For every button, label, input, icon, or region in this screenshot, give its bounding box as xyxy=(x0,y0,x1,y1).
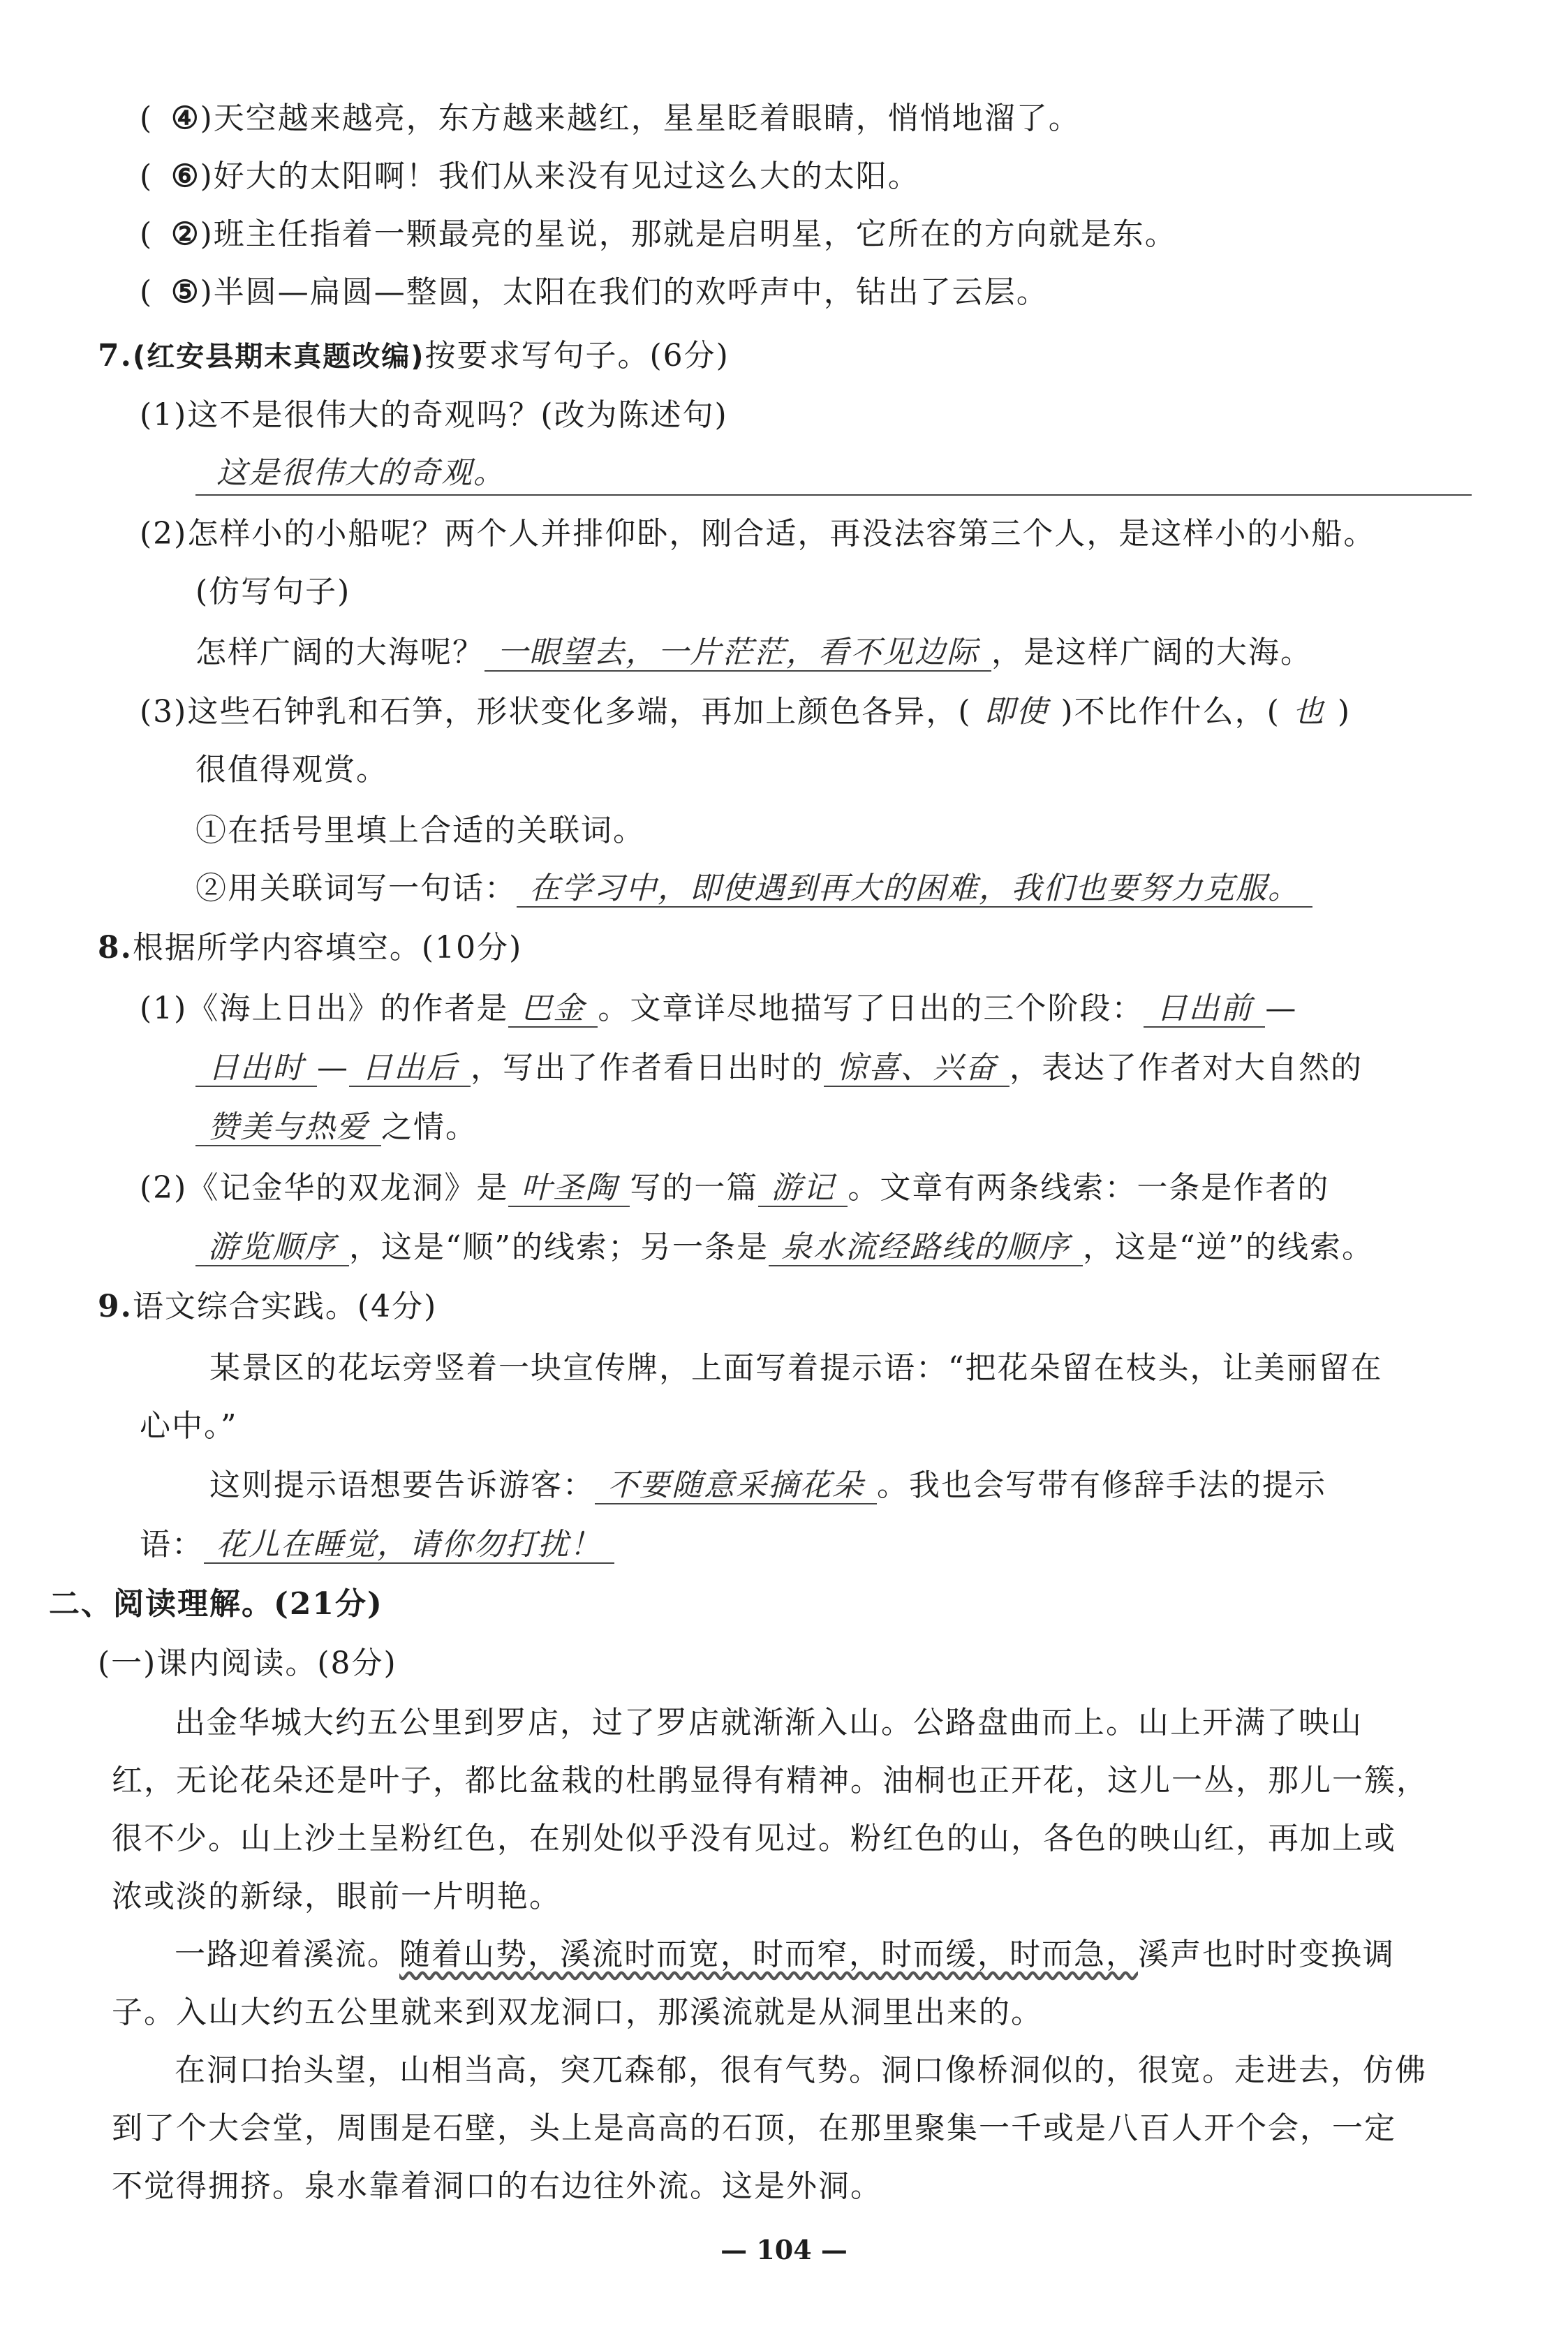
q7-answer-4: 在学习中，即使遇到再大的困难，我们也要努力克服。 xyxy=(517,871,1312,908)
q7-subtask-1: ①在括号里填上合适的关联词。 xyxy=(195,813,645,848)
imitation-prefix: 怎样广阔的大海呢？ xyxy=(195,635,485,670)
order-item: ( ②)班主任指着一颗最亮的星说，那就是启明星，它所在的方向就是东。 xyxy=(140,216,1177,252)
q7-answer-1: 这是很伟大的奇观。 xyxy=(195,452,1472,496)
q8-line-5: 游览顺序 ，这是“顺”的线索；另一条是 泉水流经路线的顺序 ，这是“逆”的线索。 xyxy=(195,1227,1374,1269)
reading-line: 到了个大会堂，周围是石壁，头上是高高的石顶，在那里聚集一千或是八百人开个会，一定 xyxy=(112,2110,1396,2146)
q8-line-3: 赞美与热爱 之情。 xyxy=(195,1107,478,1148)
question-number: 8. xyxy=(98,930,133,966)
question-8-heading xyxy=(98,927,522,969)
q8-answer-stage-2: 日出时 xyxy=(195,1050,317,1087)
q7-answer-2: 一眼望去，一片茫茫，看不见边际 xyxy=(485,635,991,672)
question-title: 语文综合实践。(4分) xyxy=(132,1289,438,1324)
order-item: ( ⑥)好大的太阳啊！我们从来没有见过这么大的太阳。 xyxy=(140,158,920,194)
question-title: 按要求写句子。(6分) xyxy=(424,338,730,373)
q8-answer-clue-2: 泉水流经路线的顺序 xyxy=(769,1229,1083,1266)
q7-prompt-1: (1)这不是很伟大的奇观吗？(改为陈述句) xyxy=(140,397,728,433)
prompt-3-middle: )不比作什么，( xyxy=(1060,694,1280,730)
question-number: 9. xyxy=(98,1289,133,1324)
q7-imitation-line xyxy=(195,632,1312,674)
reading-line: 不觉得拥挤。泉水靠着洞口的右边往外流。这是外洞。 xyxy=(112,2168,882,2204)
reading-line: 红，无论花朵还是叶子，都比盆栽的杜鹃显得有精神。油桐也正开花，这儿一丛，那儿一簇， xyxy=(112,1763,1428,1798)
q8-answer-stage-3: 日出后 xyxy=(349,1050,471,1087)
question-7-heading xyxy=(98,335,730,378)
q9-paragraph-3: 语： 花儿在睡觉，请你勿打扰！ xyxy=(140,1524,614,1566)
order-text: )好大的太阳啊！我们从来没有见过这么大的太阳。 xyxy=(200,158,920,194)
order-text: )半圆—扁圆—整圆，太阳在我们的欢呼声中，钻出了云层。 xyxy=(200,274,1049,310)
reading-line: 在洞口抬头望，山相当高，突兀森郁，很有气势。洞口像桥洞似的，很宽。走进去，仿佛 xyxy=(175,2053,1427,2088)
prompt-3-suffix: ) xyxy=(1337,694,1352,730)
order-number: ⑥ xyxy=(171,158,200,194)
q8-answer-clue-1: 游览顺序 xyxy=(195,1229,349,1266)
q7-answer-1-line xyxy=(195,452,1472,496)
order-number: ④ xyxy=(171,101,200,136)
q9-paragraph-2: 这则提示语想要告诉游客： 不要随意采摘花朵 。我也会写带有修辞手法的提示 xyxy=(209,1467,1326,1503)
section-2-subtitle: (一)课内阅读。(8分) xyxy=(98,1645,397,1681)
q9-answer-1: 不要随意采摘花朵 xyxy=(595,1467,877,1504)
question-source: (红安县期末真题改编) xyxy=(132,341,425,373)
reading-line: 一路迎着溪流。随着山势，溪流时而宽，时而窄，时而缓，时而急，溪声也时时变换调 xyxy=(175,1937,1395,1972)
page-number: — 104 — xyxy=(720,2234,848,2265)
order-text: )班主任指着一颗最亮的星说，那就是启明星，它所在的方向就是东。 xyxy=(200,216,1177,252)
q8-line-1: (1)《海上日出》的作者是 巴金 。文章详尽地描写了日出的三个阶段： 日出前 — xyxy=(140,991,1298,1026)
q9-paragraph-1-cont: 心中。” xyxy=(140,1408,238,1444)
q9-answer-2: 花儿在睡觉，请你勿打扰！ xyxy=(204,1527,614,1564)
order-item: ( ④)天空越来越亮，东方越来越红，星星眨着眼睛，悄悄地溜了。 xyxy=(140,101,1081,136)
section-2-title: 二、阅读理解。(21分) xyxy=(49,1586,383,1622)
q8-line-2: 日出时 — 日出后 ，写出了作者看日出时的 惊喜、兴奋 ，表达了作者对大自然的 xyxy=(195,1047,1363,1089)
subtask-2-prefix: ②用关联词写一句话： xyxy=(195,871,517,906)
q8-answer-author: 巴金 xyxy=(508,991,598,1028)
prompt-3-prefix: (3)这些石钟乳和石笋，形状变化多端，再加上颜色各异，( xyxy=(140,694,972,730)
imitation-suffix: ，是这样广阔的大海。 xyxy=(991,635,1312,670)
q7-prompt-3 xyxy=(140,691,1351,733)
q8-answer-writer: 叶圣陶 xyxy=(508,1170,630,1207)
q7-answer-3a: 即使 xyxy=(984,694,1049,730)
question-9-heading xyxy=(98,1286,437,1328)
q8-answer-genre: 游记 xyxy=(758,1170,848,1207)
q7-subtask-2 xyxy=(195,868,1312,910)
wavy-underlined-sentence: 随着山势，溪流时而宽，时而窄，时而缓，时而急， xyxy=(399,1937,1138,1972)
order-number: ② xyxy=(171,216,200,252)
q7-prompt-3-cont: 很值得观赏。 xyxy=(195,752,388,787)
q7-prompt-2-note: (仿写句子) xyxy=(195,574,351,609)
order-item: ( ⑤)半圆—扁圆—整圆，太阳在我们的欢呼声中，钻出了云层。 xyxy=(140,274,1049,310)
question-title: 根据所学内容填空。(10分) xyxy=(132,930,523,966)
reading-line: 浓或淡的新绿，眼前一片明艳。 xyxy=(112,1879,561,1914)
order-number: ⑤ xyxy=(171,274,200,310)
reading-line: 子。入山大约五公里就来到双龙洞口，那溪流就是从洞里出来的。 xyxy=(112,1995,1043,2030)
q8-answer-stage-1: 日出前 xyxy=(1144,991,1265,1028)
q8-answer-emotion: 赞美与热爱 xyxy=(195,1109,381,1146)
q7-prompt-2: (2)怎样小的小船呢？两个人并排仰卧，刚合适，再没法容第三个人，是这样小的小船。 xyxy=(140,516,1376,552)
q8-answer-feeling: 惊喜、兴奋 xyxy=(824,1050,1009,1087)
reading-line: 很不少。山上沙土呈粉红色，在别处似乎没有见过。粉红色的山，各色的映山红，再加上或 xyxy=(112,1821,1396,1856)
q8-line-4: (2)《记金华的双龙洞》是 叶圣陶 写的一篇 游记 。文章有两条线索：一条是作者的 xyxy=(140,1170,1330,1206)
q9-paragraph-1: 某景区的花坛旁竖着一块宣传牌，上面写着提示语：“把花朵留在枝头，让美丽留在 xyxy=(209,1350,1383,1386)
q7-answer-3b: 也 xyxy=(1292,694,1325,730)
order-text: )天空越来越亮，东方越来越红，星星眨着眼睛，悄悄地溜了。 xyxy=(200,101,1081,136)
reading-line: 出金华城大约五公里到罗店，过了罗店就渐渐入山。公路盘曲而上。山上开满了映山 xyxy=(175,1705,1363,1740)
question-number: 7. xyxy=(98,338,133,373)
